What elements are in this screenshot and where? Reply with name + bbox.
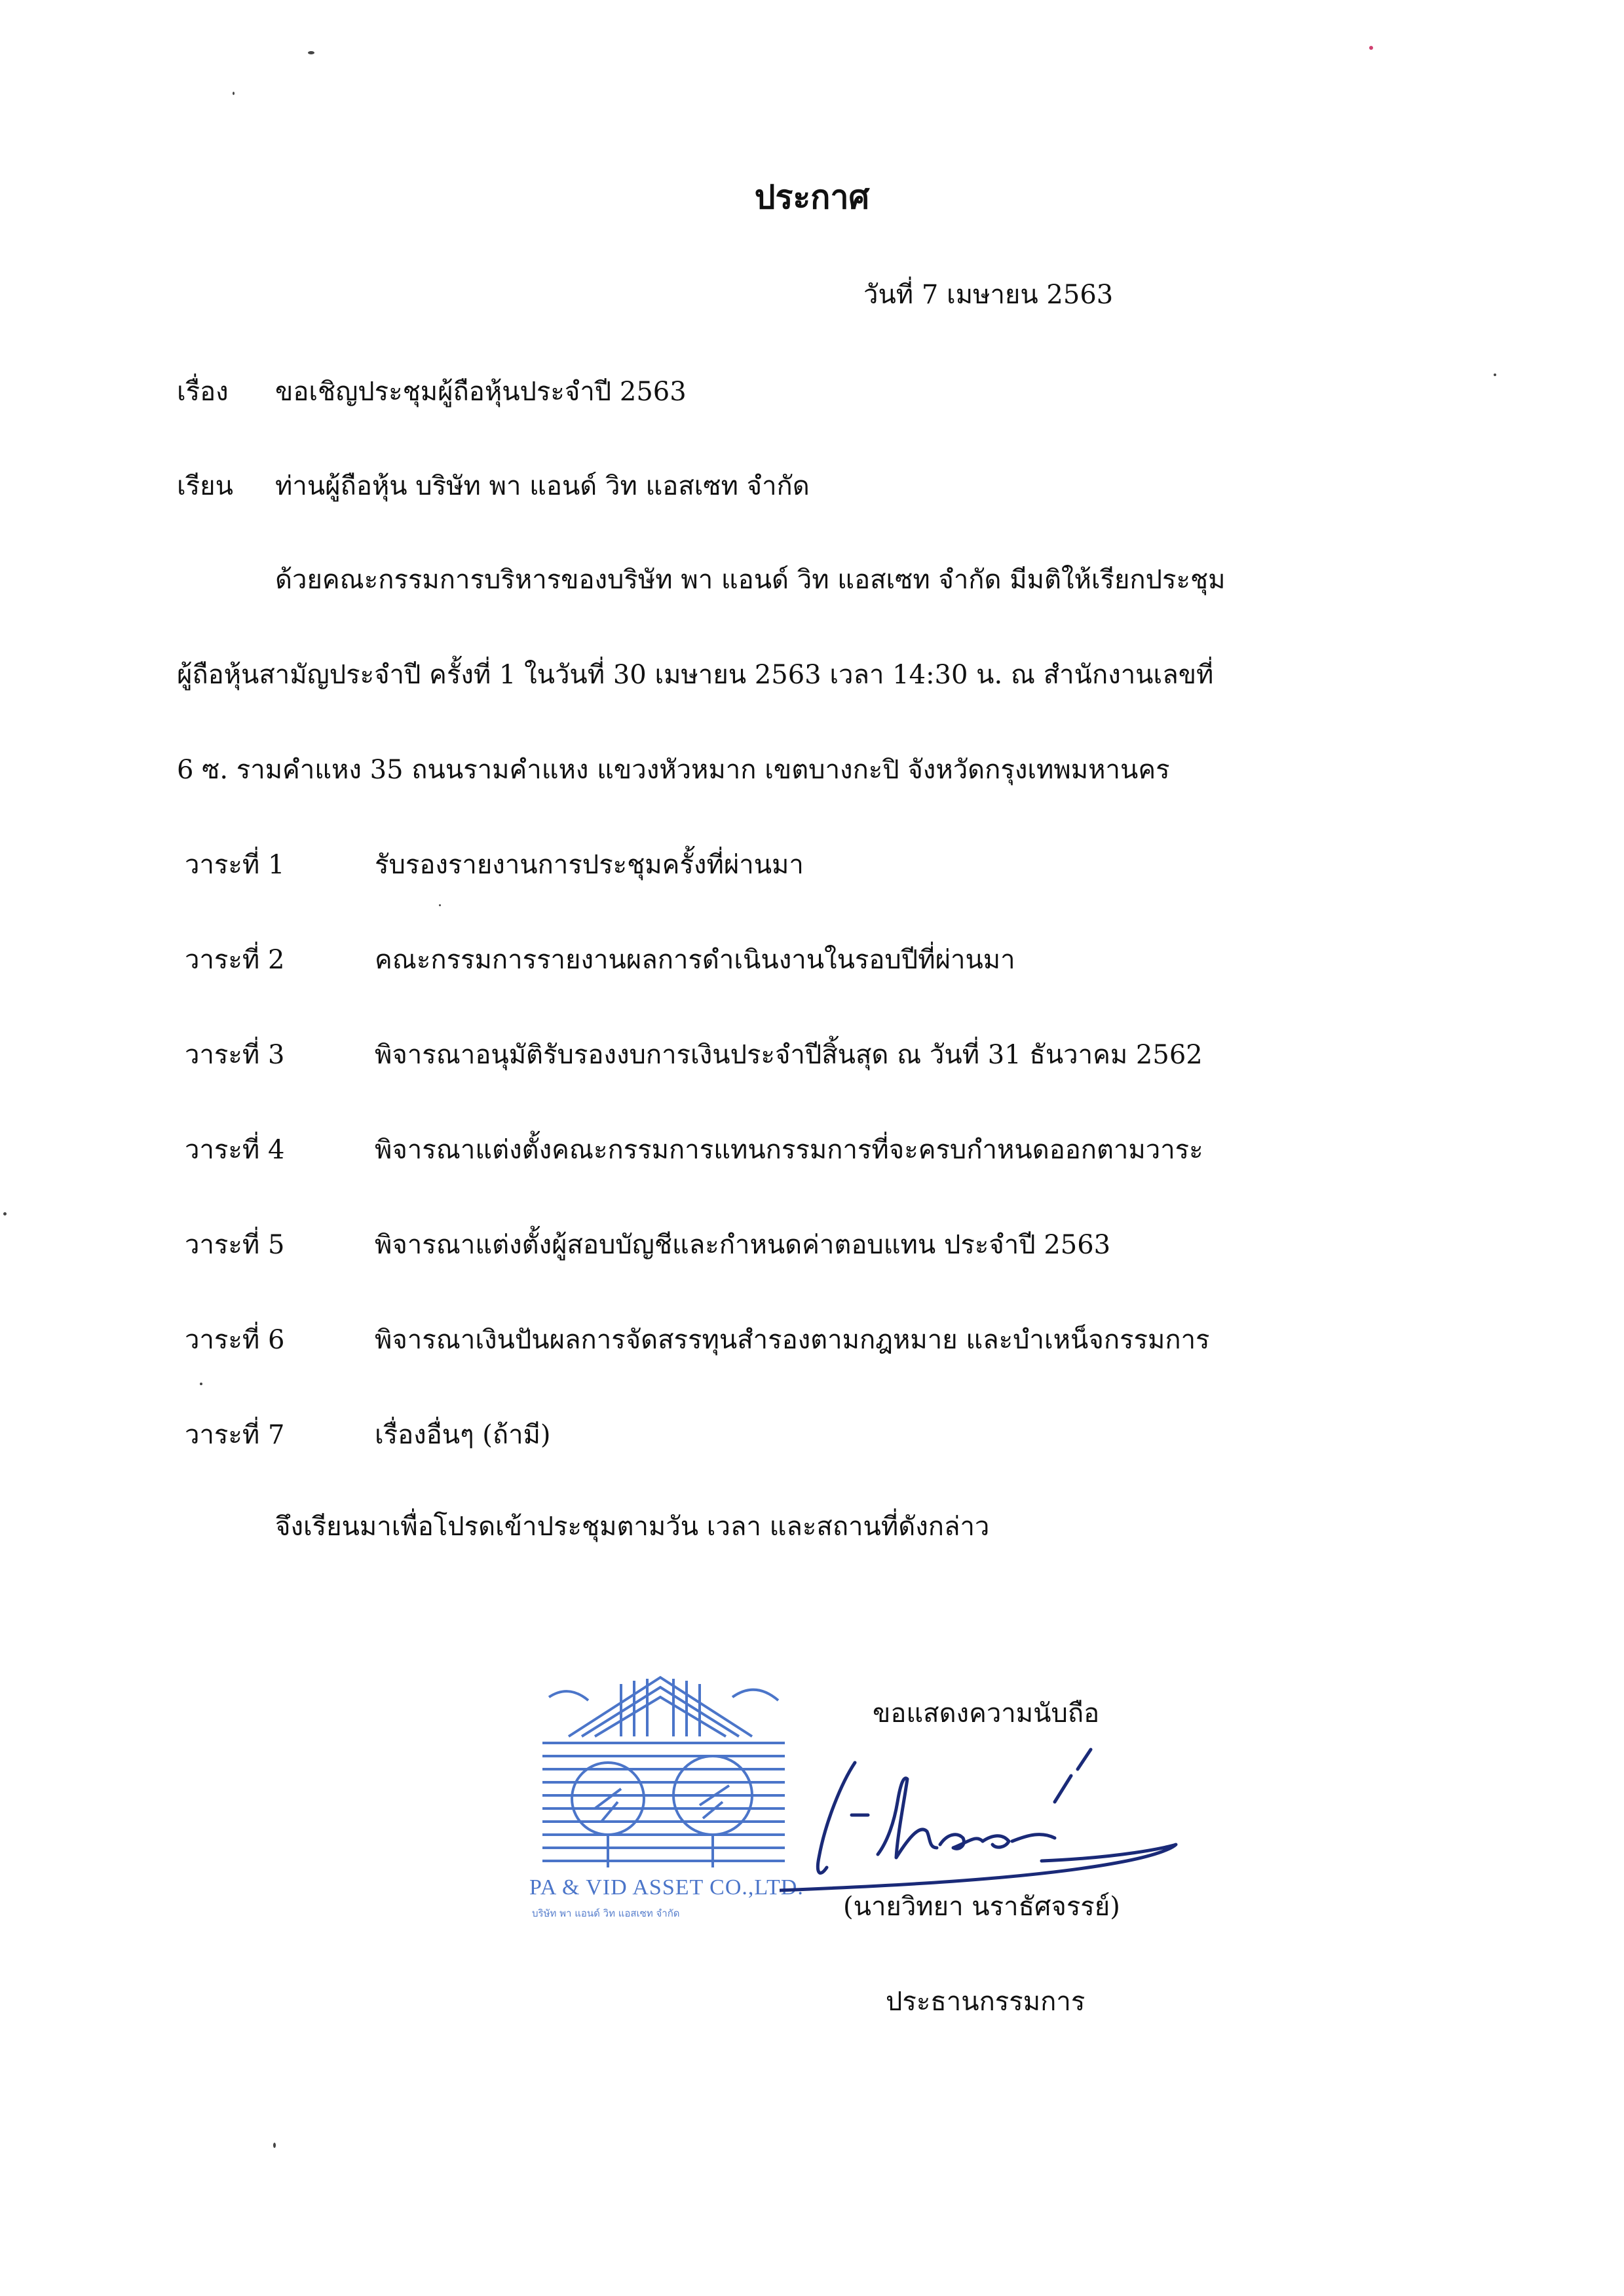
signer-position: ประธานกรรมการ — [886, 1987, 1086, 2017]
stamp-company-name-thai: บริษัท พา แอนด์ วิท แอสเซท จำกัด — [532, 1907, 680, 1919]
closing-line: จึงเรียนมาเพื่อโปรดเข้าประชุมตามวัน เวลา และสถานที่ดังกล่าว — [275, 1512, 990, 1542]
paragraph-line: ผู้ถือหุ้นสามัญประจำปี ครั้งที่ 1 ในวันที่ 30 เมษายน 2563 เวลา 14:30 น. ณ สำนักงานเลขที่ — [177, 660, 1214, 690]
stamp-company-name: PA & VID ASSET CO.,LTD. — [529, 1875, 804, 1900]
agenda-number: วาระที่ 2 — [185, 945, 285, 975]
agenda-number: วาระที่ 3 — [185, 1040, 285, 1070]
agenda-text: เรื่องอื่นๆ (ถ้ามี) — [375, 1420, 551, 1450]
agenda-text: พิจารณาแต่งตั้งคณะกรรมการแทนกรรมการที่จะครบกำหนดออกตามวาระ — [375, 1135, 1203, 1165]
scan-speck — [273, 2143, 276, 2148]
agenda-text: พิจารณาเงินปันผลการจัดสรรทุนสำรองตามกฎหมาย และบำเหน็จกรรมการ — [375, 1325, 1210, 1355]
scan-speck — [308, 51, 314, 54]
scan-speck — [200, 1383, 202, 1385]
agenda-text: คณะกรรมการรายงานผลการดำเนินงานในรอบปีที่ผ่านมา — [375, 945, 1015, 975]
handwritten-signature-icon — [780, 1743, 1205, 1900]
scan-speck — [233, 92, 235, 95]
agenda-text: พิจารณาแต่งตั้งผู้สอบบัญชีและกำหนดค่าตอบแทน ประจำปี 2563 — [375, 1230, 1111, 1260]
agenda-number: วาระที่ 7 — [185, 1420, 285, 1450]
agenda-number: วาระที่ 6 — [185, 1325, 285, 1355]
agenda-number: วาระที่ 1 — [185, 850, 285, 880]
scan-speck — [1494, 373, 1496, 376]
agenda-text: รับรองรายงานการประชุมครั้งที่ผ่านมา — [375, 850, 804, 880]
scan-speck — [1369, 46, 1373, 50]
scan-speck — [3, 1212, 7, 1215]
paragraph-line: ด้วยคณะกรรมการบริหารของบริษัท พา แอนด์ วิท แอสเซท จำกัด มีมติให้เรียกประชุม — [275, 565, 1226, 595]
signer-name: (นายวิทยา นราธัศจรรย์) — [843, 1892, 1120, 1922]
subject-label: เรื่อง — [177, 377, 229, 407]
subject-text: ขอเชิญประชุมผู้ถือหุ้นประจำปี 2563 — [275, 377, 687, 407]
agenda-text: พิจารณาอนุมัติรับรองงบการเงินประจำปีสิ้นสุด ณ วันที่ 31 ธันวาคม 2562 — [375, 1040, 1203, 1070]
agenda-number: วาระที่ 5 — [185, 1230, 285, 1260]
document-title: ประกาศ — [754, 178, 870, 216]
agenda-number: วาระที่ 4 — [185, 1135, 285, 1165]
recipient-label: เรียน — [177, 471, 233, 501]
document-date: วันที่ 7 เมษายน 2563 — [863, 280, 1114, 310]
regards-line: ขอแสดงความนับถือ — [873, 1698, 1100, 1729]
recipient-text: ท่านผู้ถือหุ้น บริษัท พา แอนด์ วิท แอสเซท จำกัด — [275, 471, 810, 501]
scan-speck — [439, 904, 441, 906]
paragraph-line: 6 ซ. รามคำแหง 35 ถนนรามคำแหง แขวงหัวหมาก เขตบางกะปิ จังหวัดกรุงเทพมหานคร — [177, 755, 1170, 785]
